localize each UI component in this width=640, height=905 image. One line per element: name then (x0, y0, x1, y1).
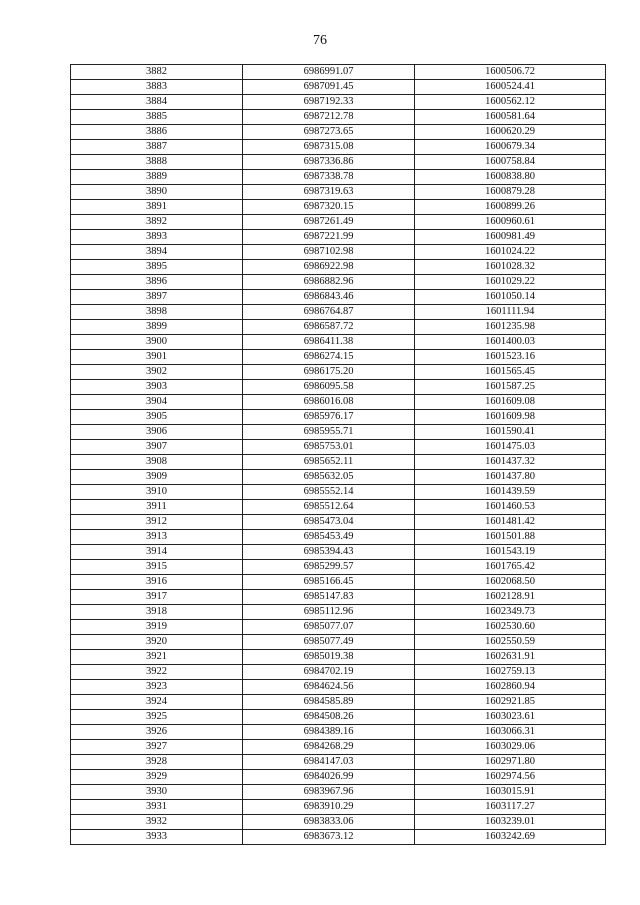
y-coordinate-cell: 1601050.14 (415, 290, 606, 305)
point-number-cell: 3889 (71, 170, 243, 185)
x-coordinate-cell: 6986175.20 (243, 365, 415, 380)
x-coordinate-cell: 6985166.45 (243, 575, 415, 590)
point-number-cell: 3897 (71, 290, 243, 305)
x-coordinate-cell: 6985552.14 (243, 485, 415, 500)
x-coordinate-cell: 6986882.96 (243, 275, 415, 290)
point-number-cell: 3885 (71, 110, 243, 125)
table-row (71, 560, 606, 575)
x-coordinate-cell: 6984702.19 (243, 665, 415, 680)
point-number-cell: 3914 (71, 545, 243, 560)
point-number-cell: 3918 (71, 605, 243, 620)
x-coordinate-cell: 6987273.65 (243, 125, 415, 140)
x-coordinate-cell: 6986016.08 (243, 395, 415, 410)
y-coordinate-cell: 1602974.56 (415, 770, 606, 785)
x-coordinate-cell: 6986922.98 (243, 260, 415, 275)
point-number-cell: 3909 (71, 470, 243, 485)
point-number-cell: 3904 (71, 395, 243, 410)
table-row (71, 305, 606, 320)
x-coordinate-cell: 6986274.15 (243, 350, 415, 365)
table-row (71, 770, 606, 785)
table-row (71, 755, 606, 770)
x-coordinate-cell: 6983673.12 (243, 830, 415, 845)
x-coordinate-cell: 6985147.83 (243, 590, 415, 605)
y-coordinate-cell: 1600758.84 (415, 155, 606, 170)
table-row (71, 140, 606, 155)
x-coordinate-cell: 6987091.45 (243, 80, 415, 95)
table-row (71, 335, 606, 350)
table-row (71, 695, 606, 710)
x-coordinate-cell: 6984026.99 (243, 770, 415, 785)
y-coordinate-cell: 1601111.94 (415, 305, 606, 320)
x-coordinate-cell: 6983833.06 (243, 815, 415, 830)
table-row (71, 710, 606, 725)
point-number-cell: 3891 (71, 200, 243, 215)
point-number-cell: 3890 (71, 185, 243, 200)
y-coordinate-cell: 1601523.16 (415, 350, 606, 365)
y-coordinate-cell: 1600879.28 (415, 185, 606, 200)
y-coordinate-cell: 1601543.19 (415, 545, 606, 560)
y-coordinate-cell: 1602759.13 (415, 665, 606, 680)
table-row (71, 65, 606, 80)
point-number-cell: 3888 (71, 155, 243, 170)
y-coordinate-cell: 1602068.50 (415, 575, 606, 590)
table-row (71, 110, 606, 125)
point-number-cell: 3916 (71, 575, 243, 590)
point-number-cell: 3923 (71, 680, 243, 695)
point-number-cell: 3930 (71, 785, 243, 800)
x-coordinate-cell: 6985077.49 (243, 635, 415, 650)
page-number: 76 (313, 33, 327, 48)
point-number-cell: 3892 (71, 215, 243, 230)
table-row (71, 410, 606, 425)
point-number-cell: 3886 (71, 125, 243, 140)
table-row (71, 275, 606, 290)
point-number-cell: 3894 (71, 245, 243, 260)
point-number-cell: 3896 (71, 275, 243, 290)
y-coordinate-cell: 1601609.08 (415, 395, 606, 410)
table-row (71, 200, 606, 215)
point-number-cell: 3905 (71, 410, 243, 425)
table-row (71, 485, 606, 500)
y-coordinate-cell: 1600620.29 (415, 125, 606, 140)
point-number-cell: 3927 (71, 740, 243, 755)
table-row (71, 815, 606, 830)
x-coordinate-cell: 6983910.29 (243, 800, 415, 815)
y-coordinate-cell: 1601501.88 (415, 530, 606, 545)
y-coordinate-cell: 1603015.91 (415, 785, 606, 800)
point-number-cell: 3900 (71, 335, 243, 350)
x-coordinate-cell: 6984508.26 (243, 710, 415, 725)
y-coordinate-cell: 1600981.49 (415, 230, 606, 245)
y-coordinate-cell: 1601028.32 (415, 260, 606, 275)
y-coordinate-cell: 1603023.61 (415, 710, 606, 725)
y-coordinate-cell: 1600679.34 (415, 140, 606, 155)
y-coordinate-cell: 1601437.32 (415, 455, 606, 470)
point-number-cell: 3902 (71, 365, 243, 380)
point-number-cell: 3913 (71, 530, 243, 545)
x-coordinate-cell: 6984624.56 (243, 680, 415, 695)
table-row (71, 260, 606, 275)
table-row (71, 365, 606, 380)
point-number-cell: 3903 (71, 380, 243, 395)
table-row (71, 725, 606, 740)
point-number-cell: 3906 (71, 425, 243, 440)
x-coordinate-cell: 6986587.72 (243, 320, 415, 335)
x-coordinate-cell: 6987261.49 (243, 215, 415, 230)
point-number-cell: 3895 (71, 260, 243, 275)
x-coordinate-cell: 6987221.99 (243, 230, 415, 245)
point-number-cell: 3910 (71, 485, 243, 500)
table-row (71, 440, 606, 455)
table-row (71, 680, 606, 695)
point-number-cell: 3928 (71, 755, 243, 770)
point-number-cell: 3883 (71, 80, 243, 95)
point-number-cell: 3919 (71, 620, 243, 635)
x-coordinate-cell: 6987192.33 (243, 95, 415, 110)
x-coordinate-cell: 6985473.04 (243, 515, 415, 530)
x-coordinate-cell: 6986095.58 (243, 380, 415, 395)
table-row (71, 455, 606, 470)
y-coordinate-cell: 1600562.12 (415, 95, 606, 110)
x-coordinate-cell: 6985453.49 (243, 530, 415, 545)
x-coordinate-cell: 6987315.08 (243, 140, 415, 155)
point-number-cell: 3901 (71, 350, 243, 365)
table-row (71, 245, 606, 260)
table-row (71, 785, 606, 800)
table-row (71, 635, 606, 650)
table-row (71, 95, 606, 110)
x-coordinate-cell: 6985976.17 (243, 410, 415, 425)
y-coordinate-cell: 1600960.61 (415, 215, 606, 230)
y-coordinate-cell: 1601565.45 (415, 365, 606, 380)
point-number-cell: 3917 (71, 590, 243, 605)
table-row (71, 380, 606, 395)
y-coordinate-cell: 1602921.85 (415, 695, 606, 710)
table-row (71, 575, 606, 590)
table-row (71, 350, 606, 365)
table-row (71, 155, 606, 170)
point-number-cell: 3908 (71, 455, 243, 470)
coordinates-table (70, 64, 606, 845)
x-coordinate-cell: 6986411.38 (243, 335, 415, 350)
table-row (71, 830, 606, 845)
table-row (71, 530, 606, 545)
point-number-cell: 3932 (71, 815, 243, 830)
table-row (71, 470, 606, 485)
x-coordinate-cell: 6987212.78 (243, 110, 415, 125)
x-coordinate-cell: 6985955.71 (243, 425, 415, 440)
point-number-cell: 3907 (71, 440, 243, 455)
y-coordinate-cell: 1602349.73 (415, 605, 606, 620)
table-row (71, 320, 606, 335)
y-coordinate-cell: 1601235.98 (415, 320, 606, 335)
x-coordinate-cell: 6985512.64 (243, 500, 415, 515)
x-coordinate-cell: 6984147.03 (243, 755, 415, 770)
x-coordinate-cell: 6985077.07 (243, 620, 415, 635)
y-coordinate-cell: 1601475.03 (415, 440, 606, 455)
y-coordinate-cell: 1602530.60 (415, 620, 606, 635)
x-coordinate-cell: 6983967.96 (243, 785, 415, 800)
x-coordinate-cell: 6984389.16 (243, 725, 415, 740)
y-coordinate-cell: 1601765.42 (415, 560, 606, 575)
y-coordinate-cell: 1602631.91 (415, 650, 606, 665)
x-coordinate-cell: 6985112.96 (243, 605, 415, 620)
y-coordinate-cell: 1603239.01 (415, 815, 606, 830)
y-coordinate-cell: 1603242.69 (415, 830, 606, 845)
table-row (71, 620, 606, 635)
point-number-cell: 3922 (71, 665, 243, 680)
y-coordinate-cell: 1601590.41 (415, 425, 606, 440)
x-coordinate-cell: 6984268.29 (243, 740, 415, 755)
point-number-cell: 3931 (71, 800, 243, 815)
point-number-cell: 3911 (71, 500, 243, 515)
point-number-cell: 3899 (71, 320, 243, 335)
point-number-cell: 3921 (71, 650, 243, 665)
x-coordinate-cell: 6985652.11 (243, 455, 415, 470)
table-row (71, 425, 606, 440)
x-coordinate-cell: 6986764.87 (243, 305, 415, 320)
y-coordinate-cell: 1602550.59 (415, 635, 606, 650)
y-coordinate-cell: 1603117.27 (415, 800, 606, 815)
y-coordinate-cell: 1603066.31 (415, 725, 606, 740)
table-row (71, 665, 606, 680)
y-coordinate-cell: 1602860.94 (415, 680, 606, 695)
y-coordinate-cell: 1601437.80 (415, 470, 606, 485)
point-number-cell: 3925 (71, 710, 243, 725)
table-row (71, 80, 606, 95)
x-coordinate-cell: 6985632.05 (243, 470, 415, 485)
y-coordinate-cell: 1600899.26 (415, 200, 606, 215)
x-coordinate-cell: 6986843.46 (243, 290, 415, 305)
table-row (71, 230, 606, 245)
table-row (71, 125, 606, 140)
y-coordinate-cell: 1602971.80 (415, 755, 606, 770)
table-row (71, 170, 606, 185)
point-number-cell: 3887 (71, 140, 243, 155)
y-coordinate-cell: 1601439.59 (415, 485, 606, 500)
x-coordinate-cell: 6987102.98 (243, 245, 415, 260)
point-number-cell: 3933 (71, 830, 243, 845)
table-row (71, 740, 606, 755)
y-coordinate-cell: 1601460.53 (415, 500, 606, 515)
point-number-cell: 3929 (71, 770, 243, 785)
y-coordinate-cell: 1601481.42 (415, 515, 606, 530)
table-row (71, 185, 606, 200)
x-coordinate-cell: 6985753.01 (243, 440, 415, 455)
x-coordinate-cell: 6986991.07 (243, 65, 415, 80)
x-coordinate-cell: 6987319.63 (243, 185, 415, 200)
x-coordinate-cell: 6985394.43 (243, 545, 415, 560)
x-coordinate-cell: 6987336.86 (243, 155, 415, 170)
point-number-cell: 3882 (71, 65, 243, 80)
y-coordinate-cell: 1601029.22 (415, 275, 606, 290)
table-row (71, 800, 606, 815)
y-coordinate-cell: 1600506.72 (415, 65, 606, 80)
point-number-cell: 3926 (71, 725, 243, 740)
table-row (71, 395, 606, 410)
y-coordinate-cell: 1600581.64 (415, 110, 606, 125)
coordinates-table-body (71, 65, 606, 845)
x-coordinate-cell: 6987320.15 (243, 200, 415, 215)
y-coordinate-cell: 1600838.80 (415, 170, 606, 185)
y-coordinate-cell: 1603029.06 (415, 740, 606, 755)
table-row (71, 650, 606, 665)
x-coordinate-cell: 6985019.38 (243, 650, 415, 665)
table-row (71, 290, 606, 305)
table-row (71, 500, 606, 515)
y-coordinate-cell: 1602128.91 (415, 590, 606, 605)
y-coordinate-cell: 1601400.03 (415, 335, 606, 350)
point-number-cell: 3898 (71, 305, 243, 320)
x-coordinate-cell: 6985299.57 (243, 560, 415, 575)
point-number-cell: 3924 (71, 695, 243, 710)
point-number-cell: 3915 (71, 560, 243, 575)
y-coordinate-cell: 1601587.25 (415, 380, 606, 395)
table-row (71, 590, 606, 605)
y-coordinate-cell: 1601609.98 (415, 410, 606, 425)
point-number-cell: 3884 (71, 95, 243, 110)
y-coordinate-cell: 1601024.22 (415, 245, 606, 260)
table-row (71, 515, 606, 530)
x-coordinate-cell: 6984585.89 (243, 695, 415, 710)
table-row (71, 545, 606, 560)
table-row (71, 215, 606, 230)
point-number-cell: 3920 (71, 635, 243, 650)
table-row (71, 605, 606, 620)
point-number-cell: 3912 (71, 515, 243, 530)
y-coordinate-cell: 1600524.41 (415, 80, 606, 95)
x-coordinate-cell: 6987338.78 (243, 170, 415, 185)
point-number-cell: 3893 (71, 230, 243, 245)
